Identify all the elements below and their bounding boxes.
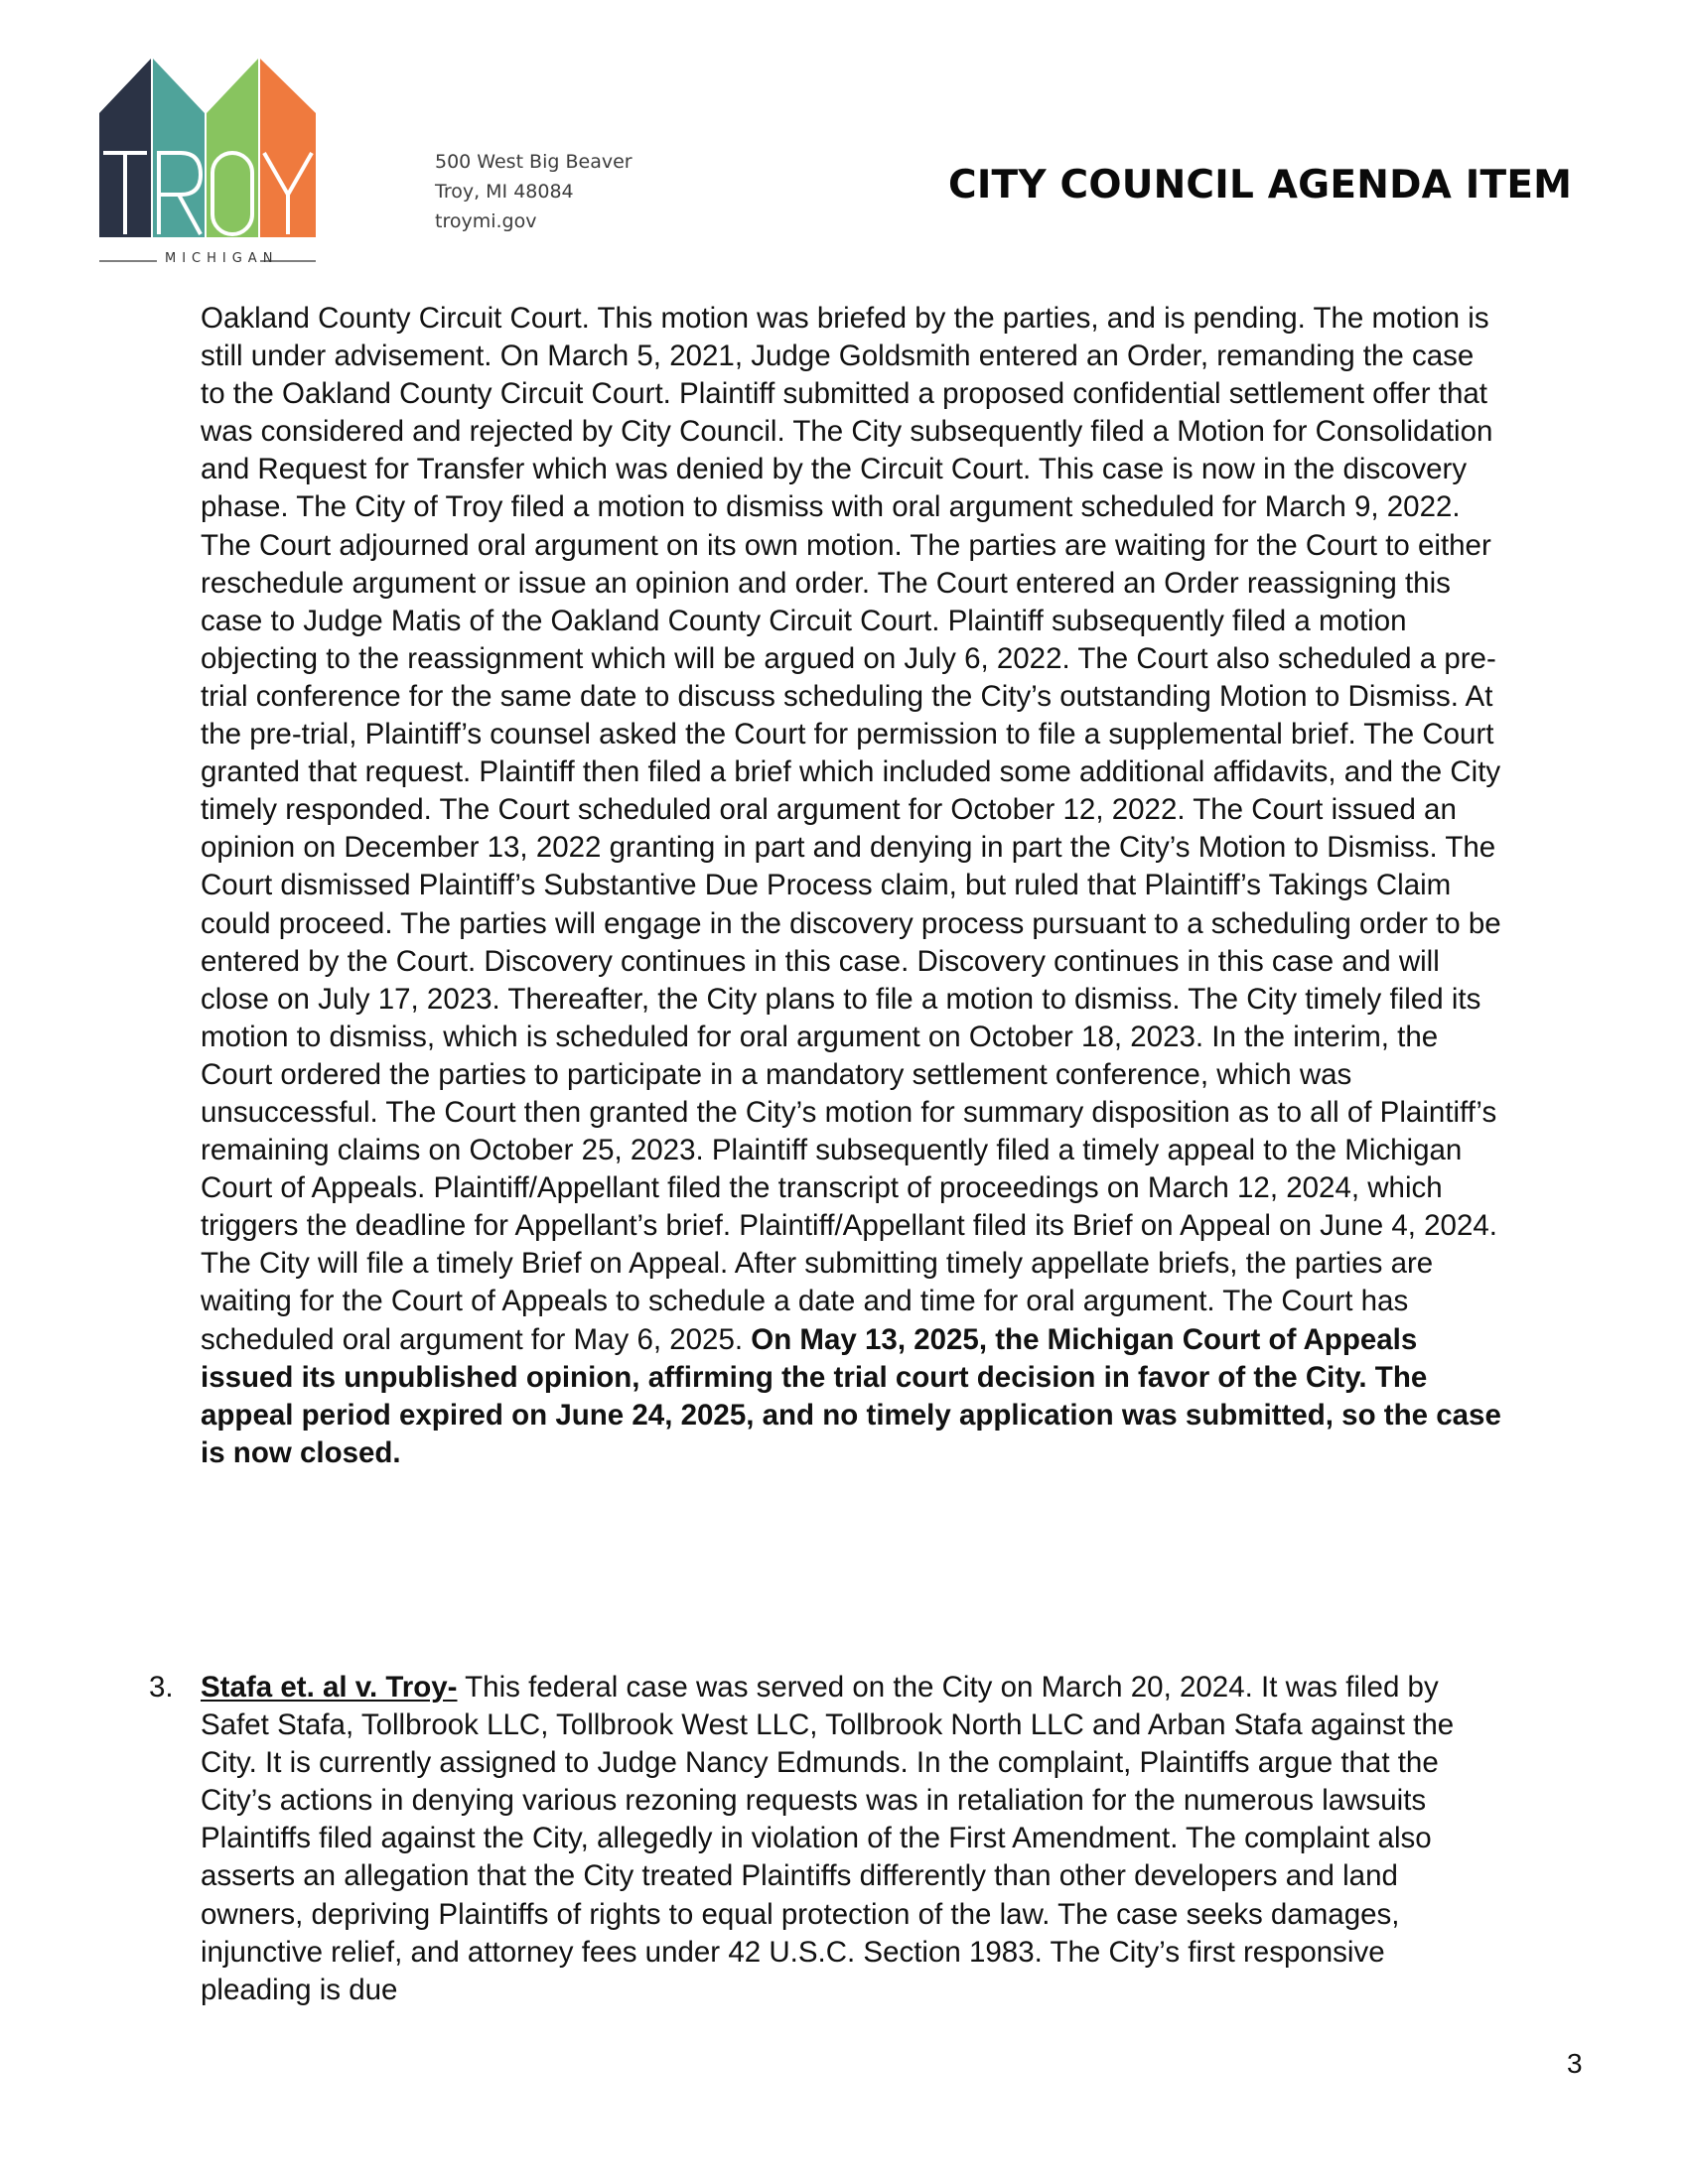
city-address: [435, 147, 633, 236]
website-link[interactable]: troymi.gov: [435, 210, 537, 232]
list-item-number: 3.: [149, 1671, 174, 1704]
page-title: CITY COUNCIL AGENDA ITEM: [948, 163, 1573, 207]
troy-logo-graphic: [95, 56, 413, 274]
paragraph-normal-text: Oakland County Circuit Court. This motion was briefed by the parties, and is pending. The motion is still under advisement. On March 5, 2021, Judge Goldsmith entered an Order, remanding the case to the Oakland County Circuit Court. Plaintiff submitted a proposed confidential settlement offer that was considered and rejected by City Council. The City subsequently filed a Motion for Consolidation and Request for Transfer which was denied by the Circuit Court. This case is now in the discovery phase. The City of Troy filed a motion to dismiss with oral argument scheduled for March 9, 2022. The Court adjourned oral argument on its own motion. The parties are waiting for the Court to either reschedule argument or issue an opinion and order. The Court entered an Order reassigning this case to Judge Matis of the Oakland County Circuit Court. Plaintiff subsequently filed a motion objecting to the reassignment which will be argued on July 6, 2022. The Court also scheduled a pre-trial conference for the same date to discuss scheduling the City’s outstanding Motion to Dismiss. At the pre-trial, Plaintiff’s counsel asked the Court for permission to file a supplemental brief. The Court granted that request. Plaintiff then filed a brief which included some additional affidavits, and the City timely responded. The Court scheduled oral argument for October 12, 2022. The Court issued an opinion on December 13, 2022 granting in part and denying in part the City’s Motion to Dismiss. The Court dismissed Plaintiff’s Substantive Due Process claim, but ruled that Plaintiff’s Takings Claim could proceed. The parties will engage in the discovery process pursuant to a scheduling order to be entered by the Court. Discovery continues in this case. Discovery continues in this case and will close on July 17, 2023. Thereafter, the City plans to file a motion to dismiss. The City timely filed its motion to dismiss, which is scheduled for oral argument on October 18, 2023. In the interim, the Court ordered the parties to participate in a mandatory settlement conference, which was unsuccessful. The Court then granted the City’s motion for summary disposition as to all of Plaintiff’s remaining claims on October 25, 2023. Plaintiff subsequently filed a timely appeal to the Michigan Court of Appeals. Plaintiff/Appellant filed the transcript of proceedings on March 12, 2024, which triggers the deadline for Appellant’s brief. Plaintiff/Appellant filed its Brief on Appeal on June 4, 2024. The City will file a timely Brief on Appeal. After submitting timely appellate briefs, the parties are waiting for the Court of Appeals to schedule a date and time for oral argument. The Court has scheduled oral argument for May 6, 2025.: [201, 302, 1501, 1356]
case-title: Stafa et. al v. Troy-: [201, 1671, 458, 1704]
paragraph-text: [201, 300, 1501, 1472]
case-status-paragraph: [201, 300, 1501, 1472]
address-line-2: Troy, MI 48084: [435, 181, 574, 203]
troy-logo: [95, 56, 413, 274]
list-item-content: [201, 1669, 1501, 2009]
logo-subtitle: MICHIGAN: [165, 251, 279, 266]
address-line-1: 500 West Big Beaver: [435, 151, 633, 173]
paragraph-bold-text: On May 13, 2025, the Michigan Court of Appeals issued its unpublished opinion, affirming the trial court decision in favor of the City. The appeal period expired on June 24, 2025, and no timely application was submitted, so the case is now closed.: [201, 1322, 1501, 1469]
case-description: This federal case was served on the City on March 20, 2024. It was filed by Safet Stafa, Tollbrook LLC, Tollbrook West LLC, Tollbrook North LLC and Arban Stafa against the City. It is currently assigned to Judge Nancy Edmunds. In the complaint, Plaintiffs argue that the City’s actions in denying various rezoning requests was in retaliation for the numerous lawsuits Plaintiffs filed against the City, allegedly in violation of the First Amendment. The complaint also asserts an allegation that the City treated Plaintiffs differently than other developers and land owners, depriving Plaintiffs of rights to equal protection of the law. The case seeks damages, injunctive relief, and attorney fees under 42 U.S.C. Section 1983. The City’s first responsive pleading is due: [201, 1671, 1455, 2006]
page-number: 3: [1567, 2048, 1583, 2079]
